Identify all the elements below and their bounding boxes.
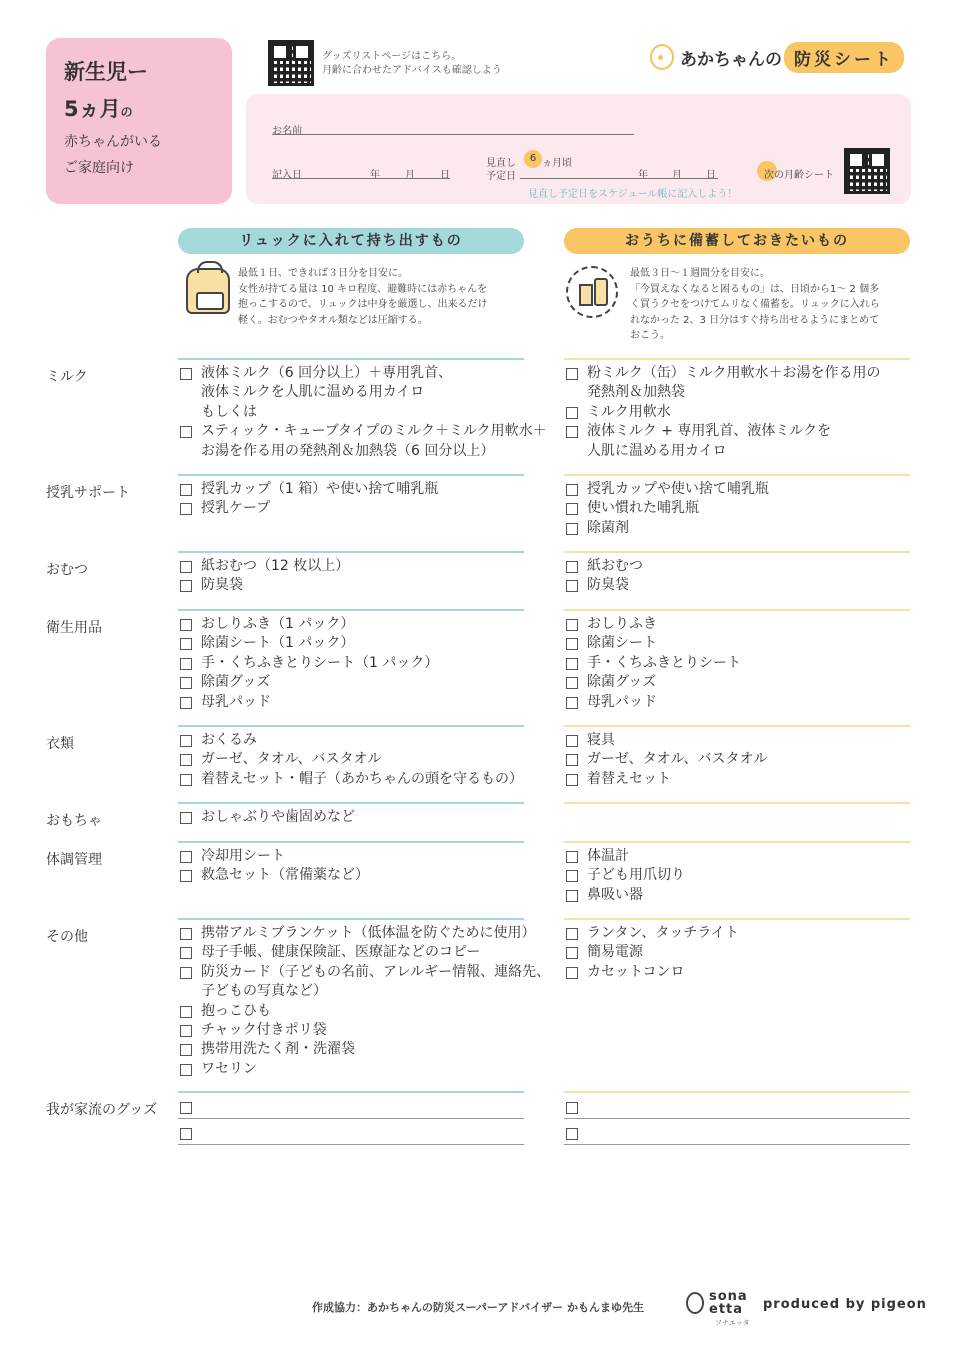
checklist-item-text: 除菌剤 [587, 519, 629, 536]
stockpile-section-divider [564, 918, 910, 920]
checkbox[interactable] [566, 619, 578, 631]
checklist-item-text: おしりふき [587, 616, 657, 632]
brand-logo [650, 40, 904, 74]
title-line-3: 赤ちゃんがいる [64, 134, 162, 150]
footer-produced: produced by pigeon [763, 1297, 927, 1312]
checkbox[interactable] [180, 1025, 192, 1037]
stockpile-desc-line: おこう。 [630, 330, 670, 341]
checkbox[interactable] [180, 967, 192, 979]
category-label: 体調管理 [46, 852, 102, 868]
checkbox[interactable] [180, 812, 192, 824]
title-line-1: 新生児ー [64, 60, 148, 84]
title-particle: の [120, 105, 133, 119]
checklist-item-text: 授乳ケープ [201, 500, 271, 517]
backpack-column-title: リュックに入れて持ち出すもの [178, 228, 524, 254]
title-age: 5ヵ月 [64, 97, 121, 121]
name-label: お名前 [272, 126, 302, 137]
qr-note-line-2: 月齢に合わせたアドバイスも確認しよう [322, 65, 502, 76]
backpack-section-divider [178, 474, 524, 476]
backpack-description [238, 266, 518, 328]
checkbox[interactable] [180, 735, 192, 747]
checklist-item-text: 抱っこひも [201, 1002, 271, 1019]
checklist-item-text: 冷却用シート [201, 848, 285, 864]
checkbox[interactable] [180, 677, 192, 689]
checkbox[interactable] [180, 1044, 192, 1056]
checkbox[interactable] [180, 947, 192, 959]
checklist-item-text: もしくは [201, 403, 257, 420]
checkbox[interactable] [180, 774, 192, 786]
checklist-item-text: 液体ミルクを人肌に温める用カイロ [201, 384, 425, 401]
checkbox[interactable] [180, 928, 192, 940]
checkbox[interactable] [566, 658, 578, 670]
checkbox[interactable] [180, 503, 192, 515]
checkbox[interactable] [180, 638, 192, 650]
stockpile-section-divider [564, 609, 910, 611]
title-line-4: ご家庭向け [64, 160, 134, 176]
backpack-desc-line: 軽く。おむつやタオル類などは圧縮する。 [238, 314, 428, 326]
checkbox[interactable] [566, 890, 578, 902]
category-label: おむつ [46, 562, 88, 578]
checkbox[interactable] [180, 658, 192, 670]
checklist-item-text: 防災カード（子どもの名前、アレルギー情報、連絡先、 [201, 963, 551, 980]
footer-brand-line-2: etta [709, 1302, 744, 1317]
schedule-note: 見直し予定日をスケジュール帳に記入しよう！ [528, 189, 738, 200]
entry-month-label: 月 [405, 170, 415, 181]
stockpile-column-title: おうちに備蓄しておきたいもの [564, 228, 910, 254]
entry-date-field[interactable] [272, 178, 450, 179]
checklist-item-text: 着替えセット・帽子（あかちゃんの頭を守るもの） [201, 770, 523, 787]
write-in-line[interactable] [564, 1144, 910, 1145]
stockpile-section-divider [564, 725, 910, 727]
checklist-item-text: 防臭袋 [587, 577, 629, 594]
name-field[interactable] [272, 134, 634, 135]
checkbox[interactable] [566, 503, 578, 515]
qr-note [322, 50, 502, 78]
checkbox[interactable] [566, 928, 578, 940]
checklist-item-text: 紙おむつ [587, 558, 643, 574]
checklist-item-text: 母子手帳、健康保険証、医療証などのコピー [201, 944, 481, 961]
checklist-item-text: 防臭袋 [201, 577, 243, 594]
category-label: 授乳サポート [46, 485, 130, 501]
checkbox[interactable] [566, 561, 578, 573]
checklist-item-text: 人肌に温める用カイロ [587, 442, 727, 459]
review-year-label: 年 [638, 170, 648, 181]
backpack-section-divider [178, 358, 524, 360]
stockpile-section-divider [564, 841, 910, 843]
footer-credit: 作成協力：あかちゃんの防災スーパーアドバイザー かもんまゆ先生 [312, 1301, 644, 1314]
category-label: その他 [46, 929, 88, 945]
checkbox[interactable] [566, 754, 578, 766]
checklist-item-text: 除菌シート [587, 635, 657, 652]
checklist-item-text: 授乳カップや使い捨て哺乳瓶 [587, 481, 769, 497]
checkbox[interactable] [180, 1006, 192, 1018]
review-label-2: 予定日 [486, 171, 516, 182]
backpack-section-divider [178, 802, 524, 804]
checklist-item-text: 体温計 [587, 848, 629, 864]
checklist-item-text: 手・くちふきとりシート（1 パック） [201, 654, 439, 671]
checkbox[interactable] [566, 580, 578, 592]
checklist-item-text: 子ども用爪切り [587, 867, 685, 884]
checklist-item-text: 母乳パッド [201, 693, 271, 710]
write-in-line[interactable] [178, 1144, 524, 1145]
entry-year-label: 年 [370, 170, 380, 181]
write-in-checkbox[interactable] [180, 1128, 192, 1140]
backpack-section-divider [178, 609, 524, 611]
backpack-desc-line: 女性が持てる量は 10 キロ程度、避難時には赤ちゃんを [238, 283, 488, 295]
write-in-top-divider [178, 1091, 524, 1093]
checklist-item-text: 母乳パッド [587, 693, 657, 710]
checkbox[interactable] [180, 368, 192, 380]
checklist-item-text: 手・くちふきとりシート [587, 654, 741, 671]
stockpile-section-divider [564, 802, 910, 804]
next-sheet-label: 次の月齢シート [764, 170, 834, 181]
checklist-item-text: 携帯用洗たく剤・洗濯袋 [201, 1041, 355, 1058]
checkbox[interactable] [566, 947, 578, 959]
write-in-checkbox[interactable] [180, 1102, 192, 1114]
stockpile-desc-line: れなかった 2、3 日分はすぐ持ち出せるようにまとめて [630, 314, 880, 326]
checklist-item-text: 着替えセット [587, 770, 671, 787]
checklist-item-text: おしりふき（1 パック） [201, 616, 355, 632]
checklist-item-text: ランタン、タッチライト [587, 925, 739, 941]
checkbox[interactable] [180, 870, 192, 882]
checkbox[interactable] [566, 638, 578, 650]
category-label: おもちゃ [46, 813, 102, 829]
backpack-desc-line: 最低１日、できれば３日分を目安に。 [238, 268, 408, 279]
checkbox[interactable] [180, 484, 192, 496]
stockpile-desc-line: く買うクセをつけてムリなく備蓄を。リュックに入れら [630, 299, 880, 310]
checklist-item-text: 紙おむつ（12 枚以上） [201, 558, 350, 574]
checkbox[interactable] [180, 580, 192, 592]
footer-brand [709, 1290, 748, 1316]
checkbox[interactable] [566, 426, 578, 438]
checkbox[interactable] [566, 967, 578, 979]
checkbox[interactable] [180, 1064, 192, 1076]
checkbox[interactable] [566, 851, 578, 863]
age-suffix: ヵ月頃 [542, 158, 572, 169]
checkbox[interactable] [180, 619, 192, 631]
review-date-field[interactable] [520, 178, 718, 179]
checkbox[interactable] [180, 426, 192, 438]
checklist-item-text: 除菌グッズ [587, 674, 657, 691]
checklist-item-text: ワセリン [201, 1060, 257, 1077]
title-card [46, 38, 232, 204]
checklist-item-text: 授乳カップ（1 箱）や使い捨て哺乳瓶 [201, 481, 439, 497]
title-line-2 [64, 92, 232, 129]
write-in-checkbox[interactable] [566, 1128, 578, 1140]
checklist-item-text: スティック・キューブタイプのミルク＋ミルク用軟水＋ [201, 423, 547, 440]
checklist-item-text: 発熱剤＆加熱袋 [587, 384, 685, 401]
checklist-item-text: 救急セット（常備薬など） [201, 867, 369, 884]
checklist-item-text: ミルク用軟水 [587, 403, 671, 420]
checklist-item-text: 子どもの写真など） [201, 983, 327, 1000]
review-day-label: 日 [706, 170, 716, 181]
stockpile-section-divider [564, 551, 910, 553]
checklist-item-text: 粉ミルク（缶）ミルク用軟水＋お湯を作る用の [587, 365, 881, 381]
checkbox[interactable] [180, 561, 192, 573]
write-in-checkbox[interactable] [566, 1102, 578, 1114]
category-label: 衛生用品 [46, 620, 102, 636]
checklist-item-text: 液体ミルク（6 回分以上）＋専用乳首、 [201, 365, 453, 381]
checkbox[interactable] [180, 851, 192, 863]
checkbox[interactable] [566, 870, 578, 882]
checklist-item-text: 簡易電源 [587, 944, 643, 961]
checkbox[interactable] [180, 697, 192, 709]
stockpile-desc-line: 最低３日～１週間分を目安に。 [630, 268, 770, 279]
stockpile-description [630, 266, 906, 344]
review-month-label: 月 [672, 170, 682, 181]
entry-day-label: 日 [440, 170, 450, 181]
category-label: ミルク [46, 369, 88, 385]
sonaetta-logo-icon [686, 1292, 704, 1314]
footer-brand-line-1: sona [709, 1289, 748, 1304]
checklist-item-text: お湯を作る用の発熱剤＆加熱袋（6 回分以上） [201, 442, 495, 459]
checkbox[interactable] [566, 407, 578, 419]
backpack-section-divider [178, 918, 524, 920]
logo-text: あかちゃんの [680, 49, 782, 70]
checklist-item-text: チャック付きポリ袋 [201, 1022, 327, 1038]
checkbox[interactable] [566, 774, 578, 786]
checklist-item-text: 鼻吸い器 [587, 886, 643, 903]
checklist-item-text: おくるみ [201, 732, 257, 748]
backpack-section-divider [178, 725, 524, 727]
qr-note-line-1: グッズリストページはこちら。 [322, 51, 462, 62]
write-in-top-divider [564, 1091, 910, 1093]
age-circle: 6 [524, 150, 542, 168]
write-in-line[interactable] [178, 1118, 524, 1119]
checkbox[interactable] [180, 754, 192, 766]
stockpile-icon [566, 266, 618, 318]
backpack-desc-line: 抱っこするので、リュックは中身を厳選し、出来るだけ [238, 299, 488, 310]
qr-code-next-sheet[interactable] [844, 148, 890, 194]
category-label: 衣類 [46, 736, 74, 752]
stockpile-section-divider [564, 358, 910, 360]
checkbox[interactable] [566, 697, 578, 709]
baby-face-icon [650, 44, 674, 70]
checklist-item-text: 液体ミルク + 専用乳首、液体ミルクを [587, 423, 832, 440]
checklist-item-text: おしゃぶりや歯固めなど [201, 809, 355, 825]
checklist-item-text: カセットコンロ [587, 963, 685, 980]
footer-brand-sub: ソナエッタ [715, 1319, 750, 1327]
checklist-item-text: 使い慣れた哺乳瓶 [587, 500, 699, 517]
category-label: 我が家流のグッズ [46, 1102, 158, 1118]
checkbox[interactable] [566, 368, 578, 380]
checklist-item-text: ガーゼ、タオル、バスタオル [201, 751, 382, 768]
backpack-section-divider [178, 551, 524, 553]
review-label-1: 見直し [486, 158, 516, 169]
write-in-line[interactable] [564, 1118, 910, 1119]
checklist-item-text: 携帯アルミブランケット（低体温を防ぐために使用） [201, 925, 536, 941]
checklist-item-text: 寝具 [587, 732, 615, 748]
backpack-section-divider [178, 841, 524, 843]
backpack-icon [186, 268, 230, 314]
stockpile-desc-line: 「今買えなくなると困るもの」は、日頃から1～ 2 個多 [630, 283, 880, 295]
checkbox[interactable] [566, 523, 578, 535]
checkbox[interactable] [566, 677, 578, 689]
entry-date-label: 記入日 [272, 170, 302, 181]
stockpile-section-divider [564, 474, 910, 476]
checkbox[interactable] [566, 484, 578, 496]
checkbox[interactable] [566, 735, 578, 747]
checklist-item-text: 除菌シート（1 パック） [201, 635, 355, 652]
qr-code-goods-list[interactable] [268, 40, 314, 86]
checklist-item-text: ガーゼ、タオル、バスタオル [587, 751, 768, 768]
logo-highlight: 防災シート [784, 42, 904, 73]
checklist-item-text: 除菌グッズ [201, 674, 271, 691]
